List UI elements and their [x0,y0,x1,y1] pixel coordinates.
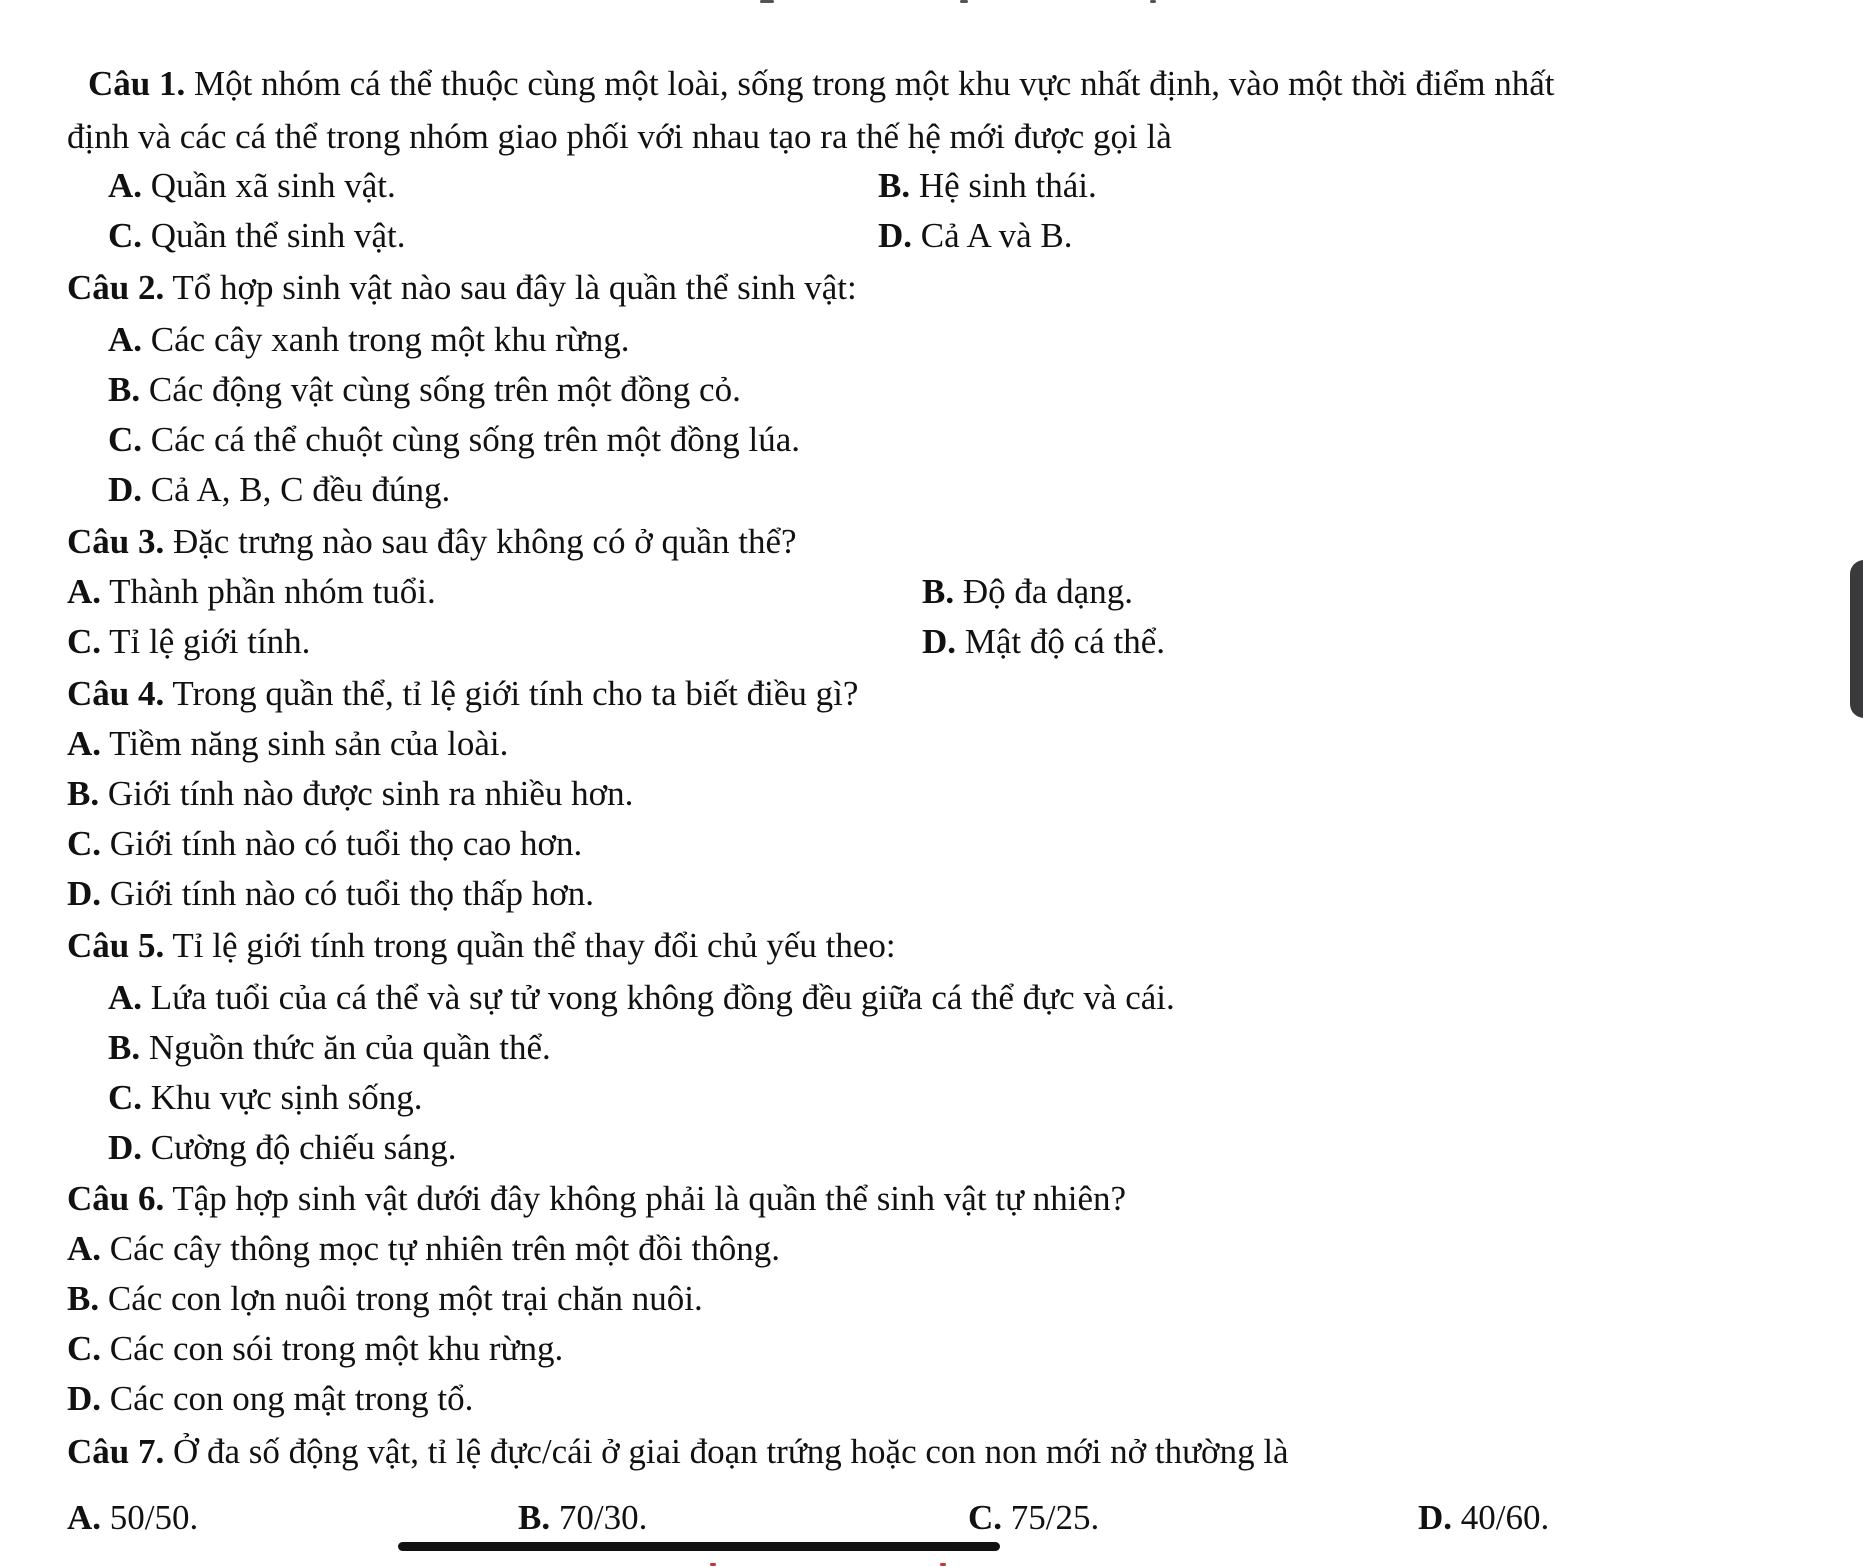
option-key: A. [67,1498,102,1537]
top-scan-mark [760,0,774,3]
option-text: Cả A, B, C đều đúng. [142,470,451,509]
option-key: A. [67,1229,102,1268]
option-text: Mật độ cá thể. [956,622,1165,661]
question-5-option-a[interactable] [108,976,1175,1020]
question-3-option-c[interactable] [67,620,310,664]
question-3-option-b[interactable] [922,570,1133,614]
option-key: D. [67,1379,102,1418]
option-key: D. [922,622,957,661]
option-key: B. [878,166,911,205]
option-text: Hệ sinh thái. [910,166,1097,205]
option-key: B. [67,1279,100,1318]
question-4-option-d[interactable] [67,872,594,916]
question-label: Câu 6. [67,1179,165,1218]
question-2-option-a[interactable] [108,318,630,362]
question-label: Câu 4. [67,674,165,713]
option-key: B. [108,370,141,409]
option-key: B. [108,1028,141,1067]
option-text: Các con sói trong một khu rừng. [101,1329,564,1368]
option-key: D. [878,216,913,255]
option-key: A. [67,724,102,763]
option-text: Các cá thể chuột cùng sống trên một đồng lúa. [142,420,801,459]
question-5-option-b[interactable] [108,1026,551,1070]
question-4-option-a[interactable] [67,722,508,766]
question-6-option-d[interactable] [67,1377,473,1421]
question-1-option-c[interactable] [108,214,405,258]
option-key: B. [67,774,100,813]
option-text: Các cây xanh trong một khu rừng. [142,320,630,359]
option-key: A. [108,320,143,359]
question-5-option-c[interactable] [108,1076,423,1120]
option-text: Các con lợn nuôi trong một trại chăn nuôi. [99,1279,703,1318]
option-text: Lứa tuổi của cá thể và sự tử vong không đồng đều giữa cá thể đực và cái. [142,978,1175,1017]
top-scan-mark [960,0,968,3]
option-key: A. [108,166,143,205]
option-text: Các cây thông mọc tự nhiên trên một đồi thông. [101,1229,781,1268]
option-key: C. [67,824,102,863]
option-text: Độ đa dạng. [954,572,1133,611]
option-text: Các động vật cùng sống trên một đồng cỏ. [140,370,741,409]
question-4-option-b[interactable] [67,772,633,816]
option-text: Tiềm năng sinh sản của loài. [101,724,509,763]
question-5 [67,924,896,968]
option-text: Giới tính nào có tuổi thọ thấp hơn. [101,874,594,913]
question-text: Ở đa số động vật, tỉ lệ đực/cái ở giai đoạn trứng hoặc con non mới nở thường là [164,1432,1289,1471]
option-key: C. [108,216,143,255]
option-key: B. [518,1498,551,1537]
question-6-option-c[interactable] [67,1327,563,1371]
question-1-line-1 [88,62,1555,106]
question-2 [67,266,857,310]
question-3 [67,520,797,564]
top-scan-mark [1150,0,1156,3]
question-label: Câu 5. [67,926,165,965]
option-key: A. [108,978,143,1017]
question-text: Một nhóm cá thể thuộc cùng một loài, sống trong một khu vực nhất định, vào một thời điểm nhất [185,64,1555,103]
question-text: Tập hợp sinh vật dưới đây không phải là quần thể sinh vật tự nhiên? [164,1179,1127,1218]
question-3-option-a[interactable] [67,570,436,614]
option-text: 50/50. [101,1498,199,1537]
question-6-option-a[interactable] [67,1227,780,1271]
option-text: Nguồn thức ăn của quần thể. [140,1028,551,1067]
question-7-option-a[interactable] [67,1496,198,1540]
question-text: định và các cá thể trong nhóm giao phối với nhau tạo ra thế hệ mới được gọi là [67,117,1172,156]
question-label: Câu 3. [67,522,165,561]
question-2-option-b[interactable] [108,368,741,412]
option-key: C. [968,1498,1003,1537]
question-5-option-d[interactable] [108,1126,457,1170]
question-2-option-d[interactable] [108,468,450,512]
bottom-scan-mark [940,1563,946,1566]
option-key: C. [108,420,143,459]
home-indicator-bar[interactable] [398,1542,1000,1551]
option-text: Giới tính nào có tuổi thọ cao hơn. [101,824,583,863]
option-text: Cường độ chiếu sáng. [142,1128,457,1167]
option-text: Cả A và B. [912,216,1073,255]
option-key: A. [67,572,102,611]
question-4-option-c[interactable] [67,822,582,866]
question-label: Câu 7. [67,1432,165,1471]
option-key: B. [922,572,955,611]
option-key: C. [108,1078,143,1117]
question-text: Tỉ lệ giới tính trong quần thể thay đổi chủ yếu theo: [164,926,896,965]
option-key: C. [67,622,102,661]
side-pull-handle[interactable] [1850,560,1863,718]
option-text: Quần xã sinh vật. [142,166,396,205]
question-1-option-d[interactable] [878,214,1072,258]
option-key: D. [108,1128,143,1167]
question-6 [67,1177,1126,1221]
question-1-option-b[interactable] [878,164,1097,208]
option-key: D. [1418,1498,1453,1537]
question-1-option-a[interactable] [108,164,396,208]
option-key: D. [108,470,143,509]
option-text: Tỉ lệ giới tính. [101,622,311,661]
option-key: D. [67,874,102,913]
question-4 [67,672,858,716]
question-7-option-c[interactable] [968,1496,1099,1540]
option-text: Thành phần nhóm tuổi. [101,572,436,611]
question-1-line-2 [67,115,1172,159]
option-text: Quần thể sinh vật. [142,216,406,255]
question-2-option-c[interactable] [108,418,800,462]
option-text: 70/30. [550,1498,648,1537]
question-7-option-b[interactable] [518,1496,647,1540]
option-text: Khu vực sịnh sống. [142,1078,423,1117]
option-text: Các con ong mật trong tổ. [101,1379,474,1418]
question-text: Tổ hợp sinh vật nào sau đây là quần thể sinh vật: [164,268,857,307]
question-7 [67,1430,1289,1474]
bottom-scan-mark [710,1563,716,1566]
question-label: Câu 1. [88,64,186,103]
question-label: Câu 2. [67,268,165,307]
option-key: C. [67,1329,102,1368]
question-7-option-d[interactable] [1418,1496,1549,1540]
question-text: Trong quần thể, tỉ lệ giới tính cho ta biết điều gì? [164,674,859,713]
question-3-option-d[interactable] [922,620,1165,664]
option-text: Giới tính nào được sinh ra nhiều hơn. [99,774,634,813]
question-text: Đặc trưng nào sau đây không có ở quần thể? [164,522,797,561]
option-text: 40/60. [1452,1498,1550,1537]
question-6-option-b[interactable] [67,1277,703,1321]
option-text: 75/25. [1002,1498,1100,1537]
